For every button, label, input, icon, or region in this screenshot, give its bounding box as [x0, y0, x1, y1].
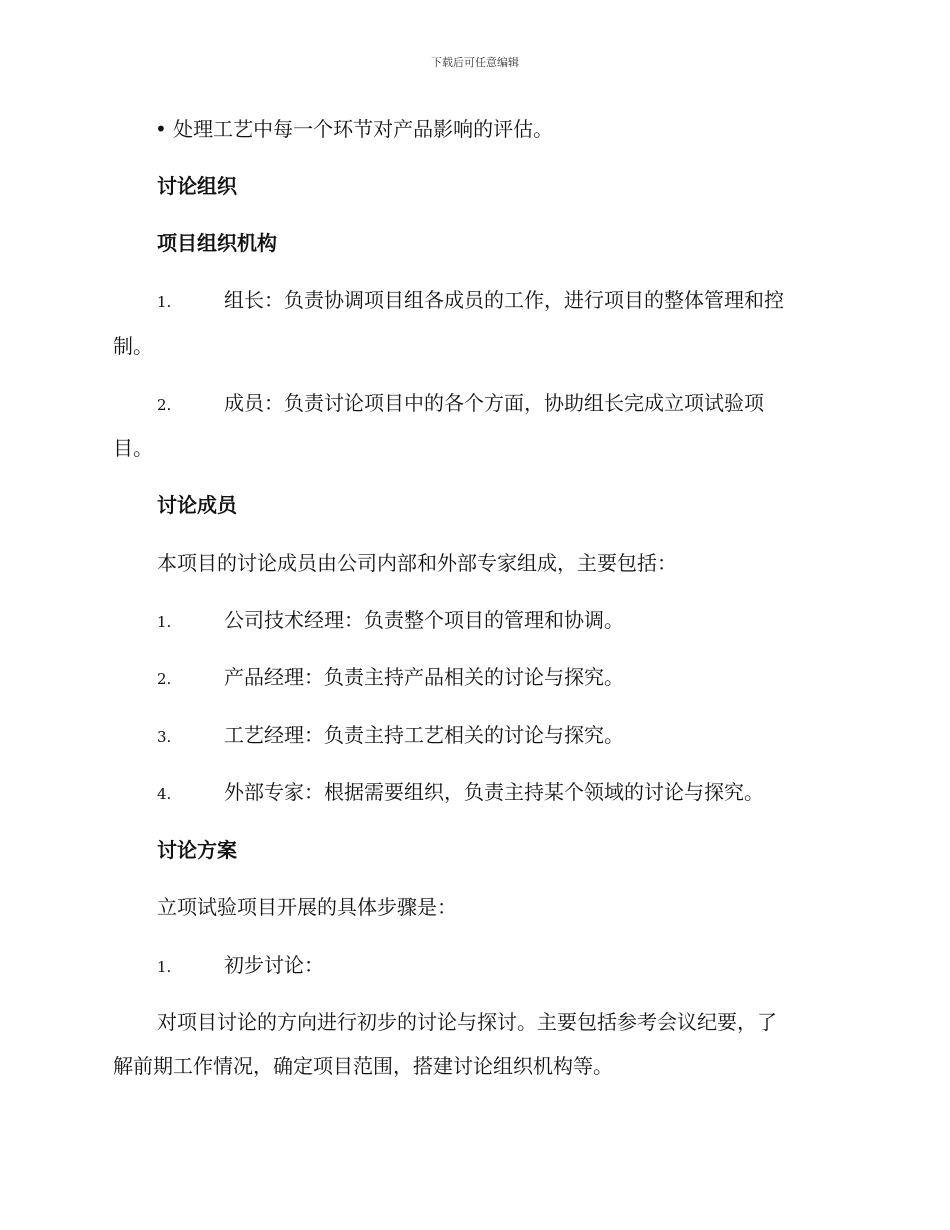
list-item-text: 成员：负责讨论项目中的各个方面，协助组长完成立项试验项	[224, 391, 764, 415]
list-number: 4.	[157, 785, 172, 803]
list-item-text: 组长：负责协调项目组各成员的工作，进行项目的整体管理和控	[224, 288, 784, 312]
heading-plan: 讨论方案	[157, 838, 237, 862]
list-number: 1.	[157, 613, 172, 631]
list-item-text: 工艺经理：负责主持工艺相关的讨论与探究。	[224, 723, 624, 747]
plan-paragraph-continuation: 解前期工作情况，确定项目范围，搭建讨论组织机构等。	[113, 1054, 613, 1078]
members-intro: 本项目的讨论成员由公司内部和外部专家组成，主要包括：	[157, 551, 677, 575]
bullet-line: • 处理工艺中每一个环节对产品影响的评估。	[155, 117, 554, 141]
page-header: 下载后可任意编辑	[431, 56, 519, 69]
heading-members: 讨论成员	[157, 493, 237, 517]
list-item-continuation: 制。	[113, 334, 153, 358]
list-item-text: 产品经理：负责主持产品相关的讨论与探究。	[224, 665, 624, 689]
list-item-text: 外部专家：根据需要组织，负责主持某个领域的讨论与探究。	[224, 780, 764, 804]
list-item-text: 公司技术经理：负责整个项目的管理和协调。	[224, 608, 624, 632]
list-number: 2.	[157, 396, 172, 414]
list-number: 2.	[157, 670, 172, 688]
list-number: 3.	[157, 728, 172, 746]
heading-project-org: 项目组织机构	[157, 231, 277, 255]
plan-intro: 立项试验项目开展的具体步骤是：	[157, 895, 457, 919]
list-number: 1.	[157, 293, 172, 311]
plan-paragraph: 对项目讨论的方向进行初步的讨论与探讨。主要包括参考会议纪要，了	[157, 1010, 777, 1034]
list-item-text: 初步讨论：	[224, 953, 324, 977]
list-item-continuation: 目。	[113, 436, 153, 460]
list-number: 1.	[157, 958, 172, 976]
heading-discussion-org: 讨论组织	[157, 174, 237, 198]
